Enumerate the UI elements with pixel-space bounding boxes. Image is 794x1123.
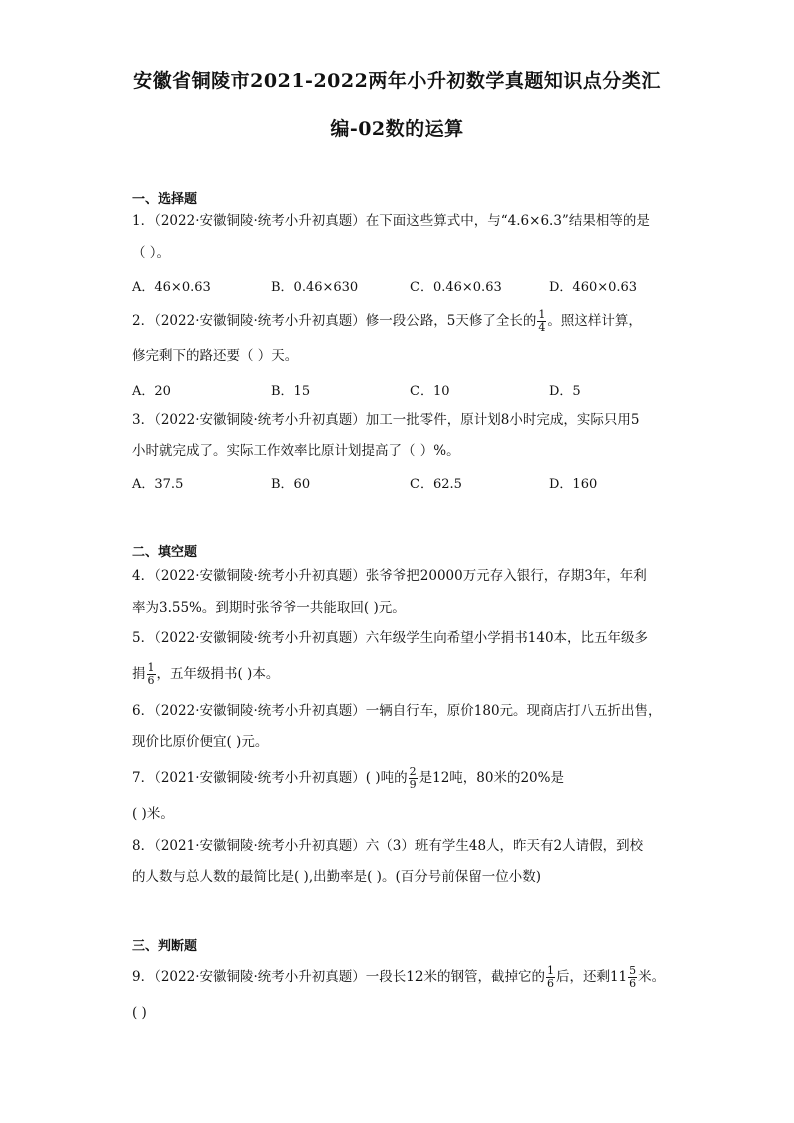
fraction-numerator: 1 [147,661,155,674]
document-title-line-1: 安徽省铜陵市2021-2022两年小升初数学真题知识点分类汇 [133,70,661,92]
fraction-numerator: 2 [409,765,417,778]
question-3-option-b: B．60 [271,477,311,492]
question-5-text-a: 捐 [132,666,146,682]
question-5-line-2 [132,662,279,687]
question-1-option-b: B．0.46×630 [271,280,359,295]
question-7-text-b: 是12吨，80米的20%是 [418,770,564,786]
question-6-line-1: 6．（2022·安徽铜陵·统考小升初真题）一辆自行车，原价180元。现商店打八五折出售， [132,703,662,719]
question-5-text-b: ，五年级捐书( )本。 [156,666,280,682]
question-3-option-a: A．37.5 [132,477,184,492]
question-1-option-a: A．46×0.63 [132,280,211,295]
section-heading-choice: 一、选择题 [132,192,198,207]
question-2-line-1 [132,309,642,334]
question-9-text-c: 米。 [638,969,666,985]
question-5-line-1: 5．（2022·安徽铜陵·统考小升初真题）六年级学生向希望小学捐书140本，比五年级多 [132,630,649,646]
question-9-line-1 [132,965,665,990]
question-8-line-2: 的人数与总人数的最简比是( ),出勤率是( )。(百分号前保留一位小数) [132,869,541,885]
question-4-line-2: 率为3.55%。到期时张爷爷一共能取回( )元。 [132,600,406,616]
question-1-option-c: C．0.46×0.63 [410,280,502,295]
section-heading-judge: 三、判断题 [132,939,198,954]
question-2-line-2: 修完剩下的路还要（ ）天。 [132,348,299,364]
section-heading-fill: 二、填空题 [132,545,198,560]
fraction-denominator: 6 [546,977,554,990]
question-9-line-2: ( ) [132,1005,147,1021]
fraction-one-sixth [546,965,555,990]
question-9-text-b: 后，还剩11 [555,969,628,985]
question-3-line-1: 3．（2022·安徽铜陵·统考小升初真题）加工一批零件，原计划8小时完成，实际只用5 [132,412,640,428]
question-2-option-d: D．5 [549,384,581,399]
question-1-line-1: 1．（2022·安徽铜陵·统考小升初真题）在下面这些算式中，与“4.6×6.3”结果相等的是 [132,213,650,229]
question-8-line-1: 8．（2021·安徽铜陵·统考小升初真题）六（3）班有学生48人，昨天有2人请假，到校 [132,838,644,854]
fraction-two-ninths [409,766,418,791]
fraction-one-sixth [147,662,156,687]
question-2-text-a: 2．（2022·安徽铜陵·统考小升初真题）修一段公路，5天修了全长的 [132,313,537,329]
fraction-denominator: 9 [409,778,417,791]
fraction-numerator: 1 [538,308,546,321]
question-4-line-1: 4．（2022·安徽铜陵·统考小升初真题）张爷爷把20000万元存入银行，存期3年，年利 [132,568,647,584]
fraction-denominator: 6 [147,674,155,687]
question-3-line-2: 小时就完成了。实际工作效率比原计划提高了（ ）%。 [132,443,460,459]
question-2-option-b: B．15 [271,384,311,399]
question-2-text-b: 。照这样计算， [547,313,642,329]
fraction-denominator: 4 [538,321,546,334]
fraction-numerator: 1 [546,964,554,977]
document-title-line-2: 编-02数的运算 [330,118,464,140]
question-1-option-d: D．460×0.63 [549,280,638,295]
question-2-option-a: A．20 [132,384,171,399]
fraction-numerator: 5 [629,964,637,977]
question-3-option-c: C．62.5 [410,477,462,492]
question-9-text-a: 9．（2022·安徽铜陵·统考小升初真题）一段长12米的钢管，截掉它的 [132,969,545,985]
fraction-one-quarter [537,309,546,334]
question-2-option-c: C．10 [410,384,450,399]
question-7-line-1 [132,766,564,791]
fraction-five-sixths [628,965,637,990]
fraction-denominator: 6 [629,977,637,990]
question-6-line-2: 现价比原价便宜( )元。 [132,734,269,750]
question-7-line-2: ( )米。 [132,806,174,822]
question-7-text-a: 7．（2021·安徽铜陵·统考小升初真题）( )吨的 [132,770,408,786]
question-1-line-2: （ ）。 [132,245,171,261]
question-3-option-d: D．160 [549,477,598,492]
